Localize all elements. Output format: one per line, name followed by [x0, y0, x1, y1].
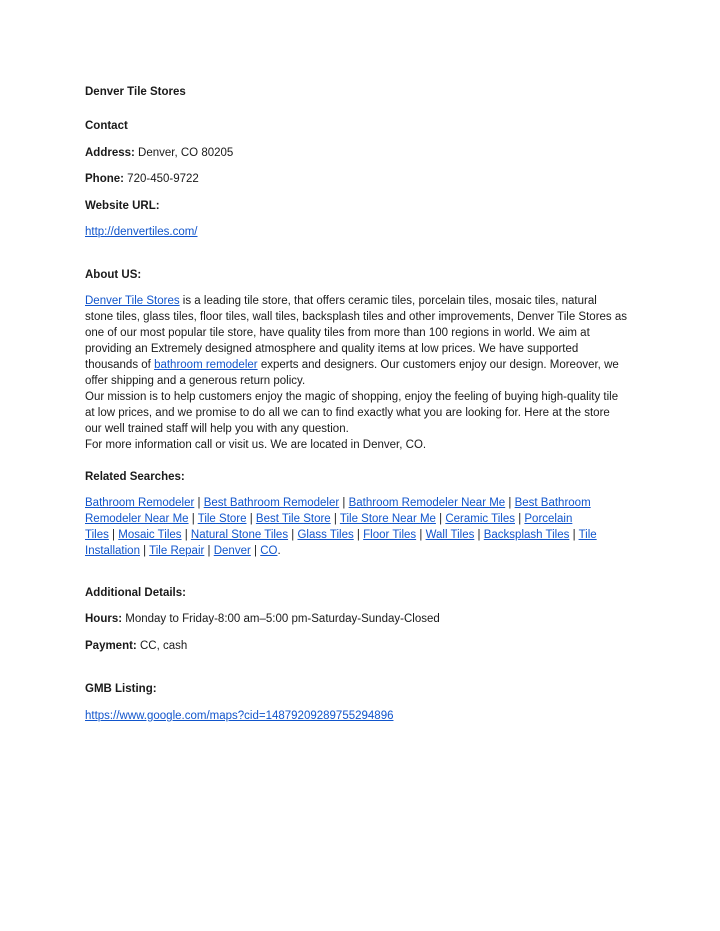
related-link[interactable]: Tile Store: [197, 513, 247, 525]
store-link[interactable]: Denver Tile Stores: [85, 295, 180, 307]
about-line: Our mission is to help customers enjoy the magic of shopping, enjoy the feeling of buying high-quality tile: [85, 391, 619, 403]
separator: |: [139, 545, 150, 557]
hours-value: Monday to Friday-8:00 am–5:00 pm-Saturday-Sunday-Closed: [122, 613, 440, 625]
related-link[interactable]: Tile: [578, 529, 597, 541]
related-link[interactable]: Best Bathroom: [514, 497, 591, 509]
about-line: For more information call or visit us. We are located in Denver, CO.: [85, 439, 427, 451]
about-line: providing an Extremely designed atmosphere and quality items at low prices. We have supported: [85, 343, 579, 355]
contact-heading: Contact: [85, 120, 128, 132]
separator: |: [188, 513, 198, 525]
payment-label: Payment:: [85, 640, 137, 652]
about-line: offer shipping and a generous return policy.: [85, 375, 306, 387]
related-link[interactable]: Tile Repair: [149, 545, 205, 557]
about-line: [85, 293, 645, 309]
about-paragraph: [85, 293, 645, 453]
related-link[interactable]: Bathroom Remodeler Near Me: [348, 497, 506, 509]
separator: |: [435, 513, 446, 525]
gmb-line: [85, 708, 394, 724]
related-line: [85, 527, 645, 543]
separator: |: [181, 529, 191, 541]
separator: |: [330, 513, 340, 525]
phone-value: 720-450-9722: [123, 173, 199, 185]
address-line: [85, 145, 233, 161]
bathroom-remodeler-link[interactable]: bathroom remodeler: [154, 359, 258, 371]
separator: |: [288, 529, 298, 541]
related-line: [85, 495, 645, 511]
related-link[interactable]: Tiles: [85, 529, 109, 541]
phone-line: [85, 171, 199, 187]
separator: |: [505, 497, 515, 509]
address-label: Address:: [85, 147, 135, 159]
separator: |: [108, 529, 119, 541]
hours-line: [85, 611, 440, 627]
related-link[interactable]: Installation: [85, 545, 140, 557]
related-link[interactable]: Ceramic Tiles: [445, 513, 515, 525]
gmb-link[interactable]: https://www.google.com/maps?cid=14879209289755294896: [85, 710, 394, 722]
website-label: Website URL:: [85, 200, 160, 212]
related-link[interactable]: Backsplash Tiles: [483, 529, 570, 541]
related-line: [85, 543, 645, 559]
website-link[interactable]: http://denvertiles.com/: [85, 226, 198, 238]
about-line: [85, 357, 645, 373]
address-value: Denver, CO 80205: [134, 147, 234, 159]
about-text: thousands of: [85, 359, 155, 371]
related-link[interactable]: Remodeler Near Me: [85, 513, 189, 525]
separator: |: [246, 513, 256, 525]
separator: |: [474, 529, 484, 541]
about-text: is a leading tile store, that offers ceramic tiles, porcelain tiles, mosaic tiles, natural: [179, 295, 597, 307]
separator: |: [339, 497, 349, 509]
about-heading: About US:: [85, 269, 142, 281]
payment-value: CC, cash: [136, 640, 188, 652]
about-line: stone tiles, glass tiles, floor tiles, wall tiles, backsplash tiles and other improvements, Denver Tile Stores as: [85, 311, 628, 323]
related-heading: Related Searches:: [85, 471, 185, 483]
related-link[interactable]: Bathroom Remodeler: [85, 497, 195, 509]
details-heading: Additional Details:: [85, 587, 186, 599]
related-link[interactable]: CO: [260, 545, 278, 557]
related-link[interactable]: Tile Store Near Me: [339, 513, 436, 525]
separator: |: [569, 529, 579, 541]
separator: |: [416, 529, 426, 541]
website-line: [85, 224, 198, 240]
related-link[interactable]: Wall Tiles: [425, 529, 475, 541]
about-line: at low prices, and we promise to do all we can to find exactly what you are looking for. Here at the store: [85, 407, 610, 419]
related-link[interactable]: Mosaic Tiles: [118, 529, 182, 541]
about-line: our well trained staff will help you with any question.: [85, 423, 349, 435]
related-link[interactable]: Glass Tiles: [297, 529, 354, 541]
related-link[interactable]: Natural Stone Tiles: [190, 529, 289, 541]
related-link[interactable]: Floor Tiles: [363, 529, 417, 541]
period: .: [277, 545, 281, 557]
payment-line: [85, 638, 187, 654]
separator: |: [353, 529, 364, 541]
related-link[interactable]: Best Bathroom Remodeler: [203, 497, 340, 509]
related-links: [85, 495, 645, 559]
hours-label: Hours:: [85, 613, 123, 625]
separator: |: [194, 497, 204, 509]
about-text: experts and designers. Our customers enjoy our design. Moreover, we: [257, 359, 619, 371]
related-link[interactable]: Best Tile Store: [255, 513, 331, 525]
related-line: [85, 511, 645, 527]
related-link[interactable]: Porcelain: [524, 513, 573, 525]
separator: |: [204, 545, 214, 557]
separator: |: [515, 513, 525, 525]
related-link[interactable]: Denver: [213, 545, 251, 557]
phone-label: Phone:: [85, 173, 124, 185]
business-title: Denver Tile Stores: [85, 86, 186, 98]
about-line: one of our most popular tile store, have quality tiles from more than 100 regions in world. We aim at: [85, 327, 590, 339]
gmb-heading: GMB Listing:: [85, 683, 157, 695]
separator: |: [250, 545, 261, 557]
